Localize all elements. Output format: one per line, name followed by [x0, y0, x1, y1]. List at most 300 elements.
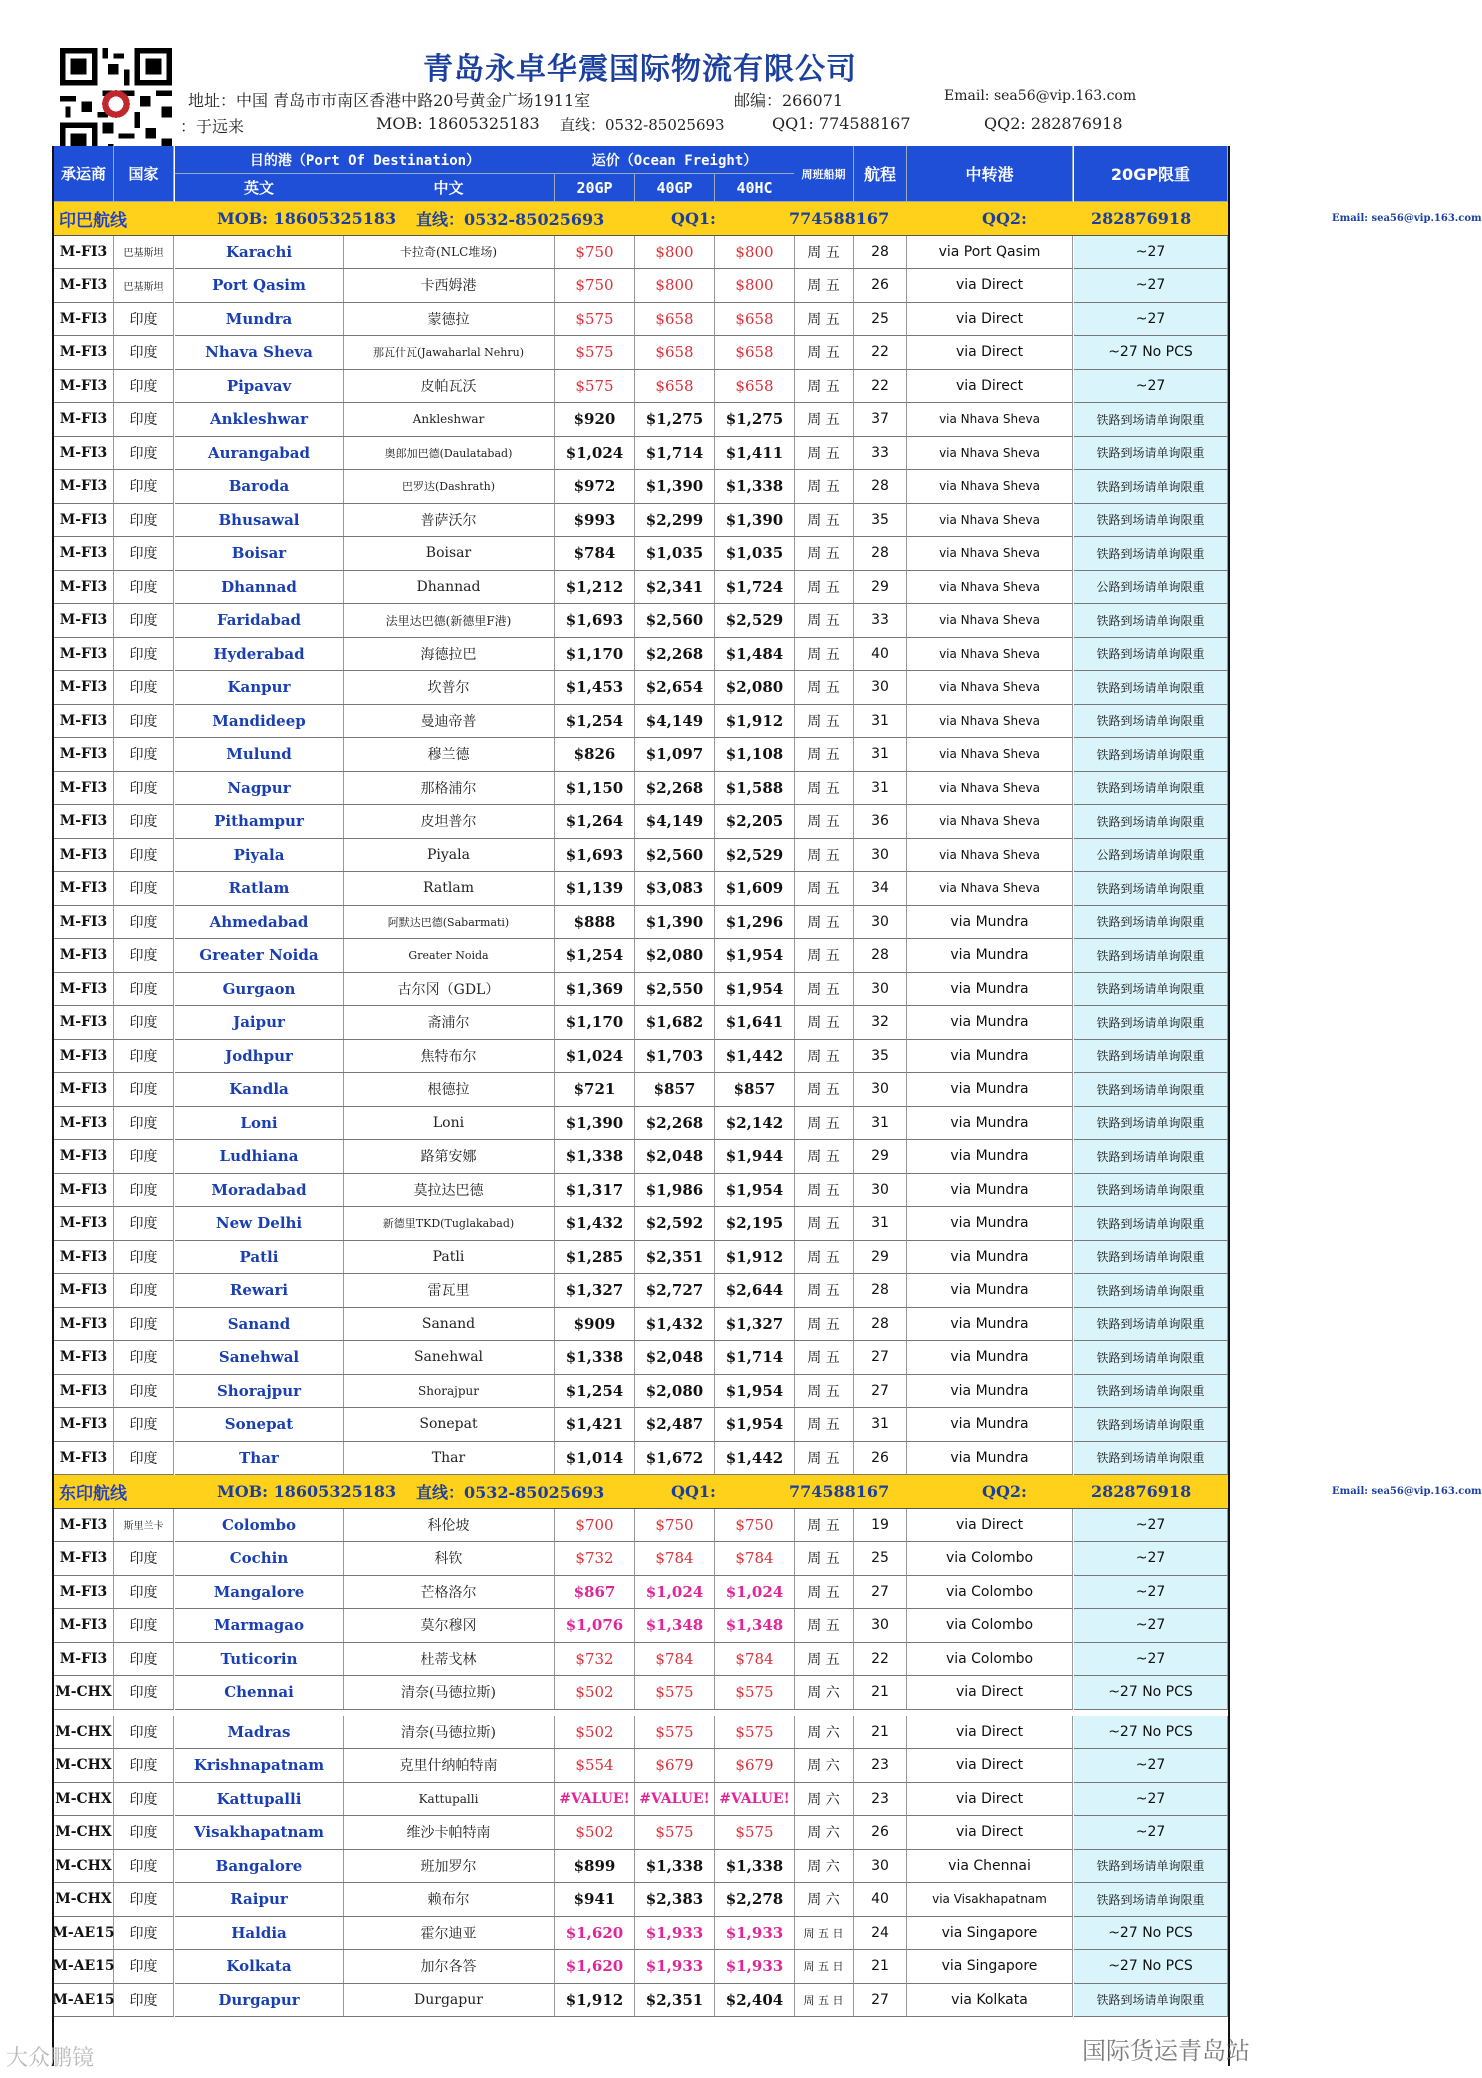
row-cn-cell: Piyala — [343, 839, 555, 873]
row-hc40-cell: $800 — [715, 236, 795, 270]
row-cn-cell: Kattupalli — [343, 1783, 555, 1817]
column-header-ocean-freight: 运价（Ocean Freight） — [555, 146, 795, 174]
row-gp20-cell: $1,024 — [555, 1040, 635, 1074]
row-cn-cell: 那格浦尔 — [343, 772, 555, 806]
row-carrier-cell: M-CHX — [54, 1783, 114, 1817]
row-carrier-cell: M-FI3 — [54, 906, 114, 940]
row-carrier-cell: M-FI3 — [54, 1207, 114, 1241]
row-cn-cell: Ankleshwar — [343, 403, 555, 437]
column-header-40gp: 40GP — [635, 174, 715, 202]
row-via-cell: via Mundra — [907, 1308, 1073, 1342]
row-hc40-cell: #VALUE! — [715, 1783, 795, 1817]
row-limit-cell: 铁路到场请单询限重 — [1074, 1883, 1228, 1917]
row-en-cell: Ahmedabad — [175, 906, 344, 940]
row-sched-cell: 周 五 — [794, 537, 854, 571]
row-gp20-cell: $1,254 — [555, 705, 635, 739]
row-carrier-cell: M-FI3 — [54, 939, 114, 973]
row-via-cell: via Direct — [907, 1509, 1073, 1543]
row-country-cell: 印度 — [114, 1643, 174, 1677]
row-limit-cell: 铁路到场请单询限重 — [1074, 1308, 1228, 1342]
row-limit-cell: 铁路到场请单询限重 — [1074, 906, 1228, 940]
row-carrier-cell: M-AE15 — [54, 1984, 114, 2018]
row-hc40-cell: $1,954 — [715, 1375, 795, 1409]
row-country-cell: 印度 — [114, 1950, 174, 1984]
row-cn-cell: 杜蒂戈林 — [343, 1643, 555, 1677]
row-gp20-cell: $1,139 — [555, 872, 635, 906]
row-cn-cell: Sanehwal — [343, 1341, 555, 1375]
row-en-cell: Jodhpur — [175, 1040, 344, 1074]
row-limit-cell: 铁路到场请单询限重 — [1074, 1984, 1228, 2018]
section-title: 东印航线 — [59, 1483, 127, 1504]
row-country-cell: 印度 — [114, 303, 174, 337]
row-gp20-cell: $993 — [555, 504, 635, 538]
row-cn-cell: 古尔冈（GDL） — [343, 973, 555, 1007]
row-limit-cell: 铁路到场请单询限重 — [1074, 504, 1228, 538]
row-hc40-cell: $1,442 — [715, 1040, 795, 1074]
row-hc40-cell: $784 — [715, 1643, 795, 1677]
row-transit-cell: 27 — [854, 1341, 907, 1375]
row-transit-cell: 27 — [854, 1375, 907, 1409]
row-en-cell: Aurangabad — [175, 437, 344, 471]
row-carrier-cell: M-CHX — [54, 1883, 114, 1917]
row-en-cell: Bangalore — [175, 1850, 344, 1884]
row-en-cell: Krishnapatnam — [175, 1749, 344, 1783]
row-limit-cell: ~27 — [1074, 1749, 1228, 1783]
row-limit-cell: ~27 — [1074, 370, 1228, 404]
row-en-cell: Sonepat — [175, 1408, 344, 1442]
row-via-cell: via Direct — [907, 269, 1073, 303]
row-gp20-cell: $575 — [555, 370, 635, 404]
corner-watermark: 大众鹏镜 — [6, 2046, 95, 2071]
row-country-cell: 巴基斯坦 — [114, 269, 174, 303]
row-gp40-cell: $1,672 — [635, 1442, 715, 1476]
row-gp40-cell: $1,390 — [635, 906, 715, 940]
row-limit-cell: 铁路到场请单询限重 — [1074, 638, 1228, 672]
row-gp20-cell: $941 — [555, 1883, 635, 1917]
row-en-cell: New Delhi — [175, 1207, 344, 1241]
row-sched-cell: 周 五 — [794, 269, 854, 303]
row-cn-cell: 巴罗达(Dashrath) — [343, 470, 555, 504]
row-gp40-cell: $2,592 — [635, 1207, 715, 1241]
row-en-cell: Tuticorin — [175, 1643, 344, 1677]
row-country-cell: 印度 — [114, 1375, 174, 1409]
email-address: Email: sea56@vip.163.com — [944, 88, 1137, 104]
row-en-cell: Kandla — [175, 1073, 344, 1107]
row-country-cell: 印度 — [114, 1609, 174, 1643]
row-hc40-cell: $1,588 — [715, 772, 795, 806]
row-transit-cell: 30 — [854, 1174, 907, 1208]
row-via-cell: via Mundra — [907, 1140, 1073, 1174]
row-carrier-cell: M-FI3 — [54, 738, 114, 772]
row-gp20-cell: $502 — [555, 1716, 635, 1750]
row-via-cell: via Nhava Sheva — [907, 839, 1073, 873]
row-via-cell: via Mundra — [907, 1408, 1073, 1442]
column-header-20gp: 20GP — [555, 174, 635, 202]
row-gp20-cell: $1,150 — [555, 772, 635, 806]
row-hc40-cell: $658 — [715, 370, 795, 404]
row-hc40-cell: $1,348 — [715, 1609, 795, 1643]
row-limit-cell: ~27 — [1074, 1609, 1228, 1643]
row-gp40-cell: $658 — [635, 336, 715, 370]
section-qq1-value: 774588167 — [789, 1481, 890, 1501]
row-via-cell: via Mundra — [907, 1207, 1073, 1241]
document-header — [0, 0, 1280, 148]
row-limit-cell: 铁路到场请单询限重 — [1074, 403, 1228, 437]
row-en-cell: Ankleshwar — [175, 403, 344, 437]
row-via-cell: via Mundra — [907, 1241, 1073, 1275]
row-cn-cell: 法里达巴德(新德里F港) — [343, 604, 555, 638]
row-country-cell: 印度 — [114, 1917, 174, 1951]
row-limit-cell: 铁路到场请单询限重 — [1074, 1274, 1228, 1308]
row-en-cell: Nhava Sheva — [175, 336, 344, 370]
row-gp20-cell: $1,912 — [555, 1984, 635, 2018]
row-gp40-cell: $575 — [635, 1816, 715, 1850]
row-carrier-cell: M-FI3 — [54, 1576, 114, 1610]
row-en-cell: Kattupalli — [175, 1783, 344, 1817]
row-via-cell: via Mundra — [907, 939, 1073, 973]
row-sched-cell: 周 五 日 — [794, 1950, 854, 1984]
row-country-cell: 印度 — [114, 1676, 174, 1710]
row-cn-cell: 霍尔迪亚 — [343, 1917, 555, 1951]
row-en-cell: Bhusawal — [175, 504, 344, 538]
row-limit-cell: 铁路到场请单询限重 — [1074, 973, 1228, 1007]
row-gp40-cell: $784 — [635, 1542, 715, 1576]
row-cn-cell: 莫尔穆冈 — [343, 1609, 555, 1643]
row-cn-cell: 那瓦什瓦(Jawaharlal Nehru) — [343, 336, 555, 370]
row-sched-cell: 周 五 — [794, 1040, 854, 1074]
row-gp40-cell: $658 — [635, 303, 715, 337]
row-gp20-cell: $732 — [555, 1542, 635, 1576]
row-gp20-cell: $1,453 — [555, 671, 635, 705]
row-via-cell: via Singapore — [907, 1917, 1073, 1951]
row-limit-cell: ~27 — [1074, 236, 1228, 270]
row-country-cell: 印度 — [114, 403, 174, 437]
row-carrier-cell: M-FI3 — [54, 638, 114, 672]
row-cn-cell: 卡拉奇(NLC堆场) — [343, 236, 555, 270]
row-transit-cell: 40 — [854, 1883, 907, 1917]
row-via-cell: via Mundra — [907, 1442, 1073, 1476]
row-hc40-cell: $800 — [715, 269, 795, 303]
row-carrier-cell: M-FI3 — [54, 604, 114, 638]
row-gp20-cell: $750 — [555, 236, 635, 270]
row-en-cell: Ratlam — [175, 872, 344, 906]
row-transit-cell: 31 — [854, 772, 907, 806]
row-gp20-cell: $502 — [555, 1816, 635, 1850]
row-limit-cell: 铁路到场请单询限重 — [1074, 1408, 1228, 1442]
row-sched-cell: 周 五 — [794, 805, 854, 839]
row-cn-cell: 根德拉 — [343, 1073, 555, 1107]
row-carrier-cell: M-FI3 — [54, 839, 114, 873]
row-sched-cell: 周 五 — [794, 470, 854, 504]
row-sched-cell: 周 五 — [794, 1375, 854, 1409]
row-country-cell: 印度 — [114, 671, 174, 705]
row-gp40-cell: $2,351 — [635, 1241, 715, 1275]
row-transit-cell: 28 — [854, 236, 907, 270]
row-hc40-cell: $575 — [715, 1816, 795, 1850]
row-carrier-cell: M-FI3 — [54, 1040, 114, 1074]
row-gp20-cell: $1,338 — [555, 1140, 635, 1174]
section-email: Email: sea56@vip.163.com — [1332, 1485, 1482, 1497]
row-sched-cell: 周 五 — [794, 303, 854, 337]
row-country-cell: 印度 — [114, 1442, 174, 1476]
row-hc40-cell: $1,933 — [715, 1950, 795, 1984]
row-sched-cell: 周 六 — [794, 1749, 854, 1783]
row-gp40-cell: $2,560 — [635, 604, 715, 638]
row-transit-cell: 33 — [854, 604, 907, 638]
row-en-cell: Cochin — [175, 1542, 344, 1576]
row-transit-cell: 30 — [854, 1850, 907, 1884]
row-carrier-cell: M-FI3 — [54, 1174, 114, 1208]
row-transit-cell: 34 — [854, 872, 907, 906]
row-sched-cell: 周 五 — [794, 1174, 854, 1208]
row-hc40-cell: $1,954 — [715, 1174, 795, 1208]
row-gp20-cell: $1,317 — [555, 1174, 635, 1208]
row-country-cell: 印度 — [114, 1984, 174, 2018]
row-gp20-cell: $1,327 — [555, 1274, 635, 1308]
row-limit-cell: 铁路到场请单询限重 — [1074, 1341, 1228, 1375]
row-country-cell: 印度 — [114, 738, 174, 772]
row-gp20-cell: $575 — [555, 336, 635, 370]
row-country-cell: 印度 — [114, 1241, 174, 1275]
row-carrier-cell: M-FI3 — [54, 370, 114, 404]
row-country-cell: 印度 — [114, 370, 174, 404]
row-transit-cell: 27 — [854, 1576, 907, 1610]
row-gp40-cell: $575 — [635, 1676, 715, 1710]
row-gp20-cell: $1,264 — [555, 805, 635, 839]
row-en-cell: Sanehwal — [175, 1341, 344, 1375]
row-sched-cell: 周 五 — [794, 1341, 854, 1375]
row-en-cell: Boisar — [175, 537, 344, 571]
row-transit-cell: 22 — [854, 1643, 907, 1677]
row-hc40-cell: $1,024 — [715, 1576, 795, 1610]
row-carrier-cell: M-FI3 — [54, 1542, 114, 1576]
row-gp40-cell: $4,149 — [635, 805, 715, 839]
row-transit-cell: 31 — [854, 1207, 907, 1241]
row-limit-cell: 铁路到场请单询限重 — [1074, 537, 1228, 571]
row-hc40-cell: $2,080 — [715, 671, 795, 705]
freight-rate-table — [52, 146, 1482, 2066]
row-transit-cell: 29 — [854, 1140, 907, 1174]
row-limit-cell: 铁路到场请单询限重 — [1074, 738, 1228, 772]
row-limit-cell: 铁路到场请单询限重 — [1074, 1006, 1228, 1040]
row-gp40-cell: $1,682 — [635, 1006, 715, 1040]
row-country-cell: 印度 — [114, 772, 174, 806]
row-country-cell: 印度 — [114, 1006, 174, 1040]
row-limit-cell: 铁路到场请单询限重 — [1074, 1241, 1228, 1275]
row-limit-cell: 铁路到场请单询限重 — [1074, 604, 1228, 638]
row-sched-cell: 周 五 — [794, 973, 854, 1007]
row-limit-cell: 铁路到场请单询限重 — [1074, 1850, 1228, 1884]
row-carrier-cell: M-FI3 — [54, 303, 114, 337]
address: 地址：中国 青岛市市南区香港中路20号黄金广场1911室 — [188, 91, 591, 110]
row-cn-cell: 清奈(马德拉斯) — [343, 1676, 555, 1710]
row-gp40-cell: $1,348 — [635, 1609, 715, 1643]
row-en-cell: Madras — [175, 1716, 344, 1750]
row-sched-cell: 周 五 — [794, 571, 854, 605]
row-via-cell: via Kolkata — [907, 1984, 1073, 2018]
row-en-cell: Mundra — [175, 303, 344, 337]
row-carrier-cell: M-FI3 — [54, 403, 114, 437]
row-country-cell: 印度 — [114, 1783, 174, 1817]
row-gp40-cell: $4,149 — [635, 705, 715, 739]
row-transit-cell: 23 — [854, 1749, 907, 1783]
row-limit-cell: ~27 — [1074, 1509, 1228, 1543]
row-transit-cell: 40 — [854, 638, 907, 672]
row-transit-cell: 24 — [854, 1917, 907, 1951]
row-cn-cell: 奥郎加巴德(Daulatabad) — [343, 437, 555, 471]
row-hc40-cell: $1,912 — [715, 705, 795, 739]
row-cn-cell: 穆兰德 — [343, 738, 555, 772]
row-via-cell: via Visakhapatnam — [907, 1883, 1073, 1917]
row-limit-cell: 铁路到场请单询限重 — [1074, 705, 1228, 739]
row-gp20-cell: $1,014 — [555, 1442, 635, 1476]
row-country-cell: 印度 — [114, 1576, 174, 1610]
row-hc40-cell: $1,442 — [715, 1442, 795, 1476]
row-transit-cell: 21 — [854, 1950, 907, 1984]
row-carrier-cell: M-CHX — [54, 1749, 114, 1783]
row-gp20-cell: $1,076 — [555, 1609, 635, 1643]
row-sched-cell: 周 五 日 — [794, 1984, 854, 2018]
row-limit-cell: ~27 No PCS — [1074, 1676, 1228, 1710]
row-cn-cell: Sanand — [343, 1308, 555, 1342]
row-limit-cell: 铁路到场请单询限重 — [1074, 470, 1228, 504]
row-via-cell: via Direct — [907, 1716, 1073, 1750]
row-via-cell: via Nhava Sheva — [907, 638, 1073, 672]
row-transit-cell: 37 — [854, 403, 907, 437]
row-sched-cell: 周 五 — [794, 738, 854, 772]
row-country-cell: 印度 — [114, 336, 174, 370]
row-cn-cell: 莫拉达巴德 — [343, 1174, 555, 1208]
row-country-cell: 印度 — [114, 1749, 174, 1783]
row-gp20-cell: $1,693 — [555, 839, 635, 873]
row-country-cell: 印度 — [114, 705, 174, 739]
row-carrier-cell: M-FI3 — [54, 1006, 114, 1040]
section-qq2-label: QQ2: — [982, 208, 1027, 228]
row-carrier-cell: M-FI3 — [54, 1408, 114, 1442]
section-email: Email: sea56@vip.163.com — [1332, 212, 1482, 224]
row-hc40-cell: $658 — [715, 303, 795, 337]
row-hc40-cell: $679 — [715, 1749, 795, 1783]
row-limit-cell: ~27 — [1074, 1643, 1228, 1677]
row-sched-cell: 周 五 — [794, 906, 854, 940]
row-carrier-cell: M-FI3 — [54, 1107, 114, 1141]
row-gp20-cell: $899 — [555, 1850, 635, 1884]
row-en-cell: Nagpur — [175, 772, 344, 806]
row-cn-cell: 普萨沃尔 — [343, 504, 555, 538]
row-carrier-cell: M-CHX — [54, 1676, 114, 1710]
column-header-destination: 目的港（Port Of Destination） — [175, 146, 556, 174]
row-transit-cell: 21 — [854, 1676, 907, 1710]
row-carrier-cell: M-FI3 — [54, 705, 114, 739]
row-gp40-cell: $2,268 — [635, 1107, 715, 1141]
row-limit-cell: 铁路到场请单询限重 — [1074, 805, 1228, 839]
section-bar — [54, 202, 1482, 236]
row-limit-cell: ~27 — [1074, 1542, 1228, 1576]
row-limit-cell: 铁路到场请单询限重 — [1074, 772, 1228, 806]
row-limit-cell: ~27 No PCS — [1074, 1950, 1228, 1984]
row-gp40-cell: $2,268 — [635, 638, 715, 672]
row-via-cell: via Nhava Sheva — [907, 403, 1073, 437]
row-via-cell: via Nhava Sheva — [907, 571, 1073, 605]
row-hc40-cell: $1,275 — [715, 403, 795, 437]
row-carrier-cell: M-CHX — [54, 1850, 114, 1884]
row-sched-cell: 周 五 — [794, 772, 854, 806]
row-sched-cell: 周 五 — [794, 1140, 854, 1174]
row-via-cell: via Nhava Sheva — [907, 705, 1073, 739]
row-gp40-cell: $3,083 — [635, 872, 715, 906]
row-sched-cell: 周 五 — [794, 1542, 854, 1576]
row-en-cell: Chennai — [175, 1676, 344, 1710]
column-header-20gp-limit: 20GP限重 — [1074, 146, 1228, 202]
row-gp40-cell: $2,727 — [635, 1274, 715, 1308]
row-via-cell: via Nhava Sheva — [907, 504, 1073, 538]
row-gp40-cell: $2,080 — [635, 1375, 715, 1409]
row-en-cell: Mulund — [175, 738, 344, 772]
row-cn-cell: 坎普尔 — [343, 671, 555, 705]
row-carrier-cell: M-FI3 — [54, 336, 114, 370]
row-hc40-cell: $750 — [715, 1509, 795, 1543]
row-limit-cell: 铁路到场请单询限重 — [1074, 1107, 1228, 1141]
row-country-cell: 印度 — [114, 1308, 174, 1342]
row-via-cell: via Mundra — [907, 1274, 1073, 1308]
row-gp20-cell: $784 — [555, 537, 635, 571]
row-country-cell: 印度 — [114, 1140, 174, 1174]
row-country-cell: 印度 — [114, 872, 174, 906]
row-country-cell: 印度 — [114, 470, 174, 504]
row-cn-cell: 科钦 — [343, 1542, 555, 1576]
row-transit-cell: 35 — [854, 1040, 907, 1074]
row-cn-cell: Shorajpur — [343, 1375, 555, 1409]
row-en-cell: Rewari — [175, 1274, 344, 1308]
row-limit-cell: 铁路到场请单询限重 — [1074, 1174, 1228, 1208]
row-gp20-cell: $1,693 — [555, 604, 635, 638]
row-country-cell: 印度 — [114, 939, 174, 973]
row-carrier-cell: M-FI3 — [54, 772, 114, 806]
row-via-cell: via Mundra — [907, 973, 1073, 1007]
column-header-chinese: 中文 — [343, 174, 555, 202]
row-hc40-cell: $1,933 — [715, 1917, 795, 1951]
row-sched-cell: 周 六 — [794, 1816, 854, 1850]
row-transit-cell: 32 — [854, 1006, 907, 1040]
row-carrier-cell: M-FI3 — [54, 1308, 114, 1342]
row-limit-cell: 铁路到场请单询限重 — [1074, 1040, 1228, 1074]
row-hc40-cell: $1,944 — [715, 1140, 795, 1174]
row-transit-cell: 30 — [854, 973, 907, 1007]
row-gp20-cell: $1,432 — [555, 1207, 635, 1241]
row-cn-cell: 新德里TKD(Tuglakabad) — [343, 1207, 555, 1241]
row-limit-cell: ~27 — [1074, 1816, 1228, 1850]
row-transit-cell: 30 — [854, 839, 907, 873]
row-transit-cell: 25 — [854, 303, 907, 337]
row-sched-cell: 周 五 — [794, 1408, 854, 1442]
row-en-cell: Marmagao — [175, 1609, 344, 1643]
row-country-cell: 印度 — [114, 839, 174, 873]
row-gp20-cell: $554 — [555, 1749, 635, 1783]
row-sched-cell: 周 五 — [794, 236, 854, 270]
row-gp20-cell: $1,390 — [555, 1107, 635, 1141]
row-country-cell: 印度 — [114, 1341, 174, 1375]
row-cn-cell: 蒙德拉 — [343, 303, 555, 337]
row-gp40-cell: $1,097 — [635, 738, 715, 772]
row-gp20-cell: $721 — [555, 1073, 635, 1107]
row-sched-cell: 周 五 — [794, 671, 854, 705]
row-hc40-cell: $1,035 — [715, 537, 795, 571]
row-limit-cell: ~27 — [1074, 303, 1228, 337]
section-qq1-label: QQ1: — [671, 1481, 716, 1501]
row-cn-cell: 芒格洛尔 — [343, 1576, 555, 1610]
row-sched-cell: 周 五 — [794, 1107, 854, 1141]
row-via-cell: via Direct — [907, 1783, 1073, 1817]
